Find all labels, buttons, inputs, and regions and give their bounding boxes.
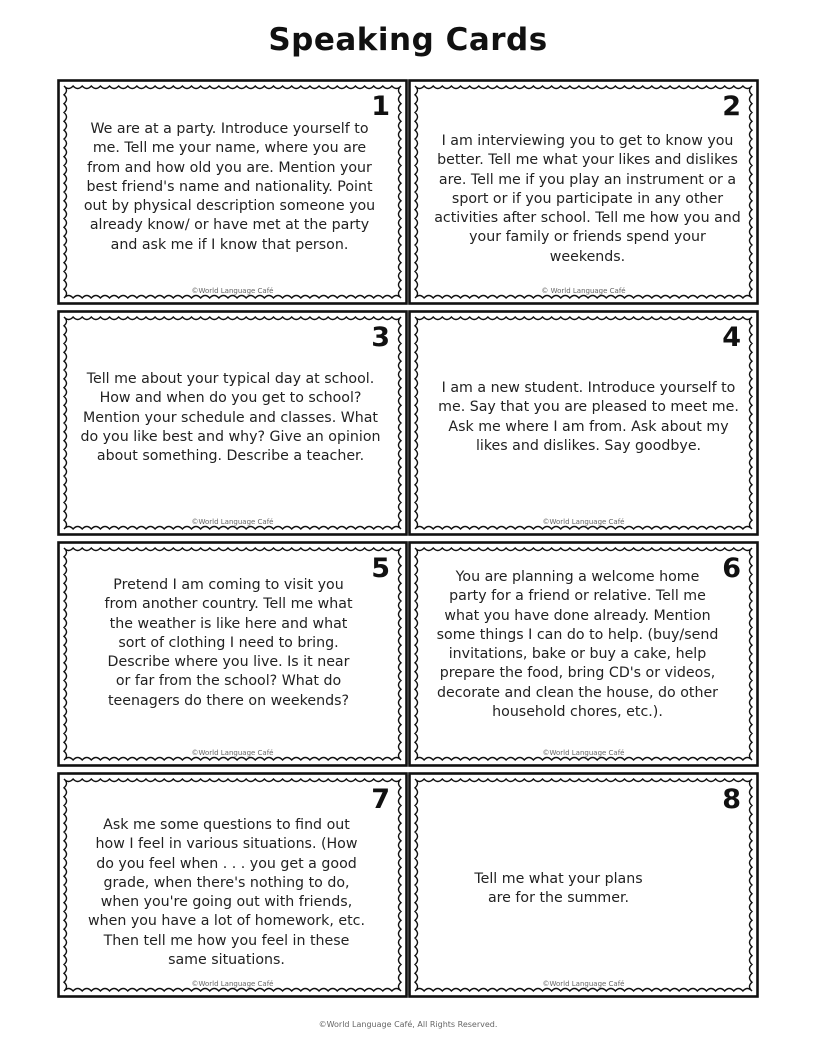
speaking-card-6 xyxy=(408,541,759,767)
card-credit: ©World Language Café xyxy=(191,980,274,988)
card-prompt: I am interviewing you to get to know you better. Tell me what your likes and dislikes are. Tell me if you play an instrument or a sport or if you participate in any other activities after school. Tell me how you and your family or friends spend your weekends. xyxy=(434,133,741,265)
card-credit: ©World Language Café xyxy=(542,518,625,526)
card-number: 1 xyxy=(371,91,390,122)
speaking-card-1 xyxy=(57,79,408,305)
card-prompt: Tell me what your plans are for the summer. xyxy=(474,871,643,907)
card-prompt: I am a new student. Introduce yourself to me. Say that you are pleased to meet me. Ask me where I am from. Ask about my likes and dislikes. Say goodbye. xyxy=(438,380,739,454)
card-number: 7 xyxy=(371,784,390,815)
speaking-card-4 xyxy=(408,310,759,536)
speaking-card-3 xyxy=(57,310,408,536)
page-footer: ©World Language Café, All Rights Reserved. xyxy=(318,1020,498,1029)
card-number: 3 xyxy=(371,322,390,353)
card-credit: © World Language Café xyxy=(541,287,626,295)
card-prompt: Ask me some questions to find out how I feel in various situations. (How do you feel when . . . you get a good grade, when there's nothing to do, when you're going out with friends, when you have a lot of homework, etc. Then tell me how you feel in these same situations. xyxy=(88,817,365,969)
card-credit: ©World Language Café xyxy=(191,518,274,526)
speaking-card-7 xyxy=(57,772,408,998)
speaking-card-2 xyxy=(408,79,759,305)
card-number: 5 xyxy=(371,553,390,584)
card-credit: ©World Language Café xyxy=(191,749,274,757)
card-prompt: Pretend I am coming to visit you from another country. Tell me what the weather is like here and what sort of clothing I need to bring. Describe where you live. Is it near or far from the school? What do teenagers do there on weekends? xyxy=(104,577,353,709)
card-number: 8 xyxy=(722,784,741,815)
speaking-card-5 xyxy=(57,541,408,767)
card-credit: ©World Language Café xyxy=(542,980,625,988)
card-prompt: We are at a party. Introduce yourself to me. Tell me your name, where you are from and how old you are. Mention your best friend's name and nationality. Point out by physical description someone you already know/ or have met at the party and ask me if I know that person. xyxy=(83,121,376,253)
card-credit: ©World Language Café xyxy=(542,749,625,757)
card-prompt: Tell me about your typical day at school. How and when do you get to school? Mention your schedule and classes. What do you like best and why? Give an opinion about something. Describe a teacher. xyxy=(80,371,381,465)
card-credit: ©World Language Café xyxy=(191,287,274,295)
speaking-card-8 xyxy=(408,772,759,998)
card-number: 4 xyxy=(722,322,741,353)
card-number: 2 xyxy=(722,91,741,122)
card-prompt: You are planning a welcome home party for a friend or relative. Tell me what you have done already. Mention some things I can do to help. (buy/send invitations, bake or buy a cake, help prepare the food, bring CD's or videos, decorate and clean the house, do other household chores, etc.). xyxy=(436,569,719,721)
card-number: 6 xyxy=(722,553,741,584)
page-title: Speaking Cards xyxy=(268,22,548,58)
